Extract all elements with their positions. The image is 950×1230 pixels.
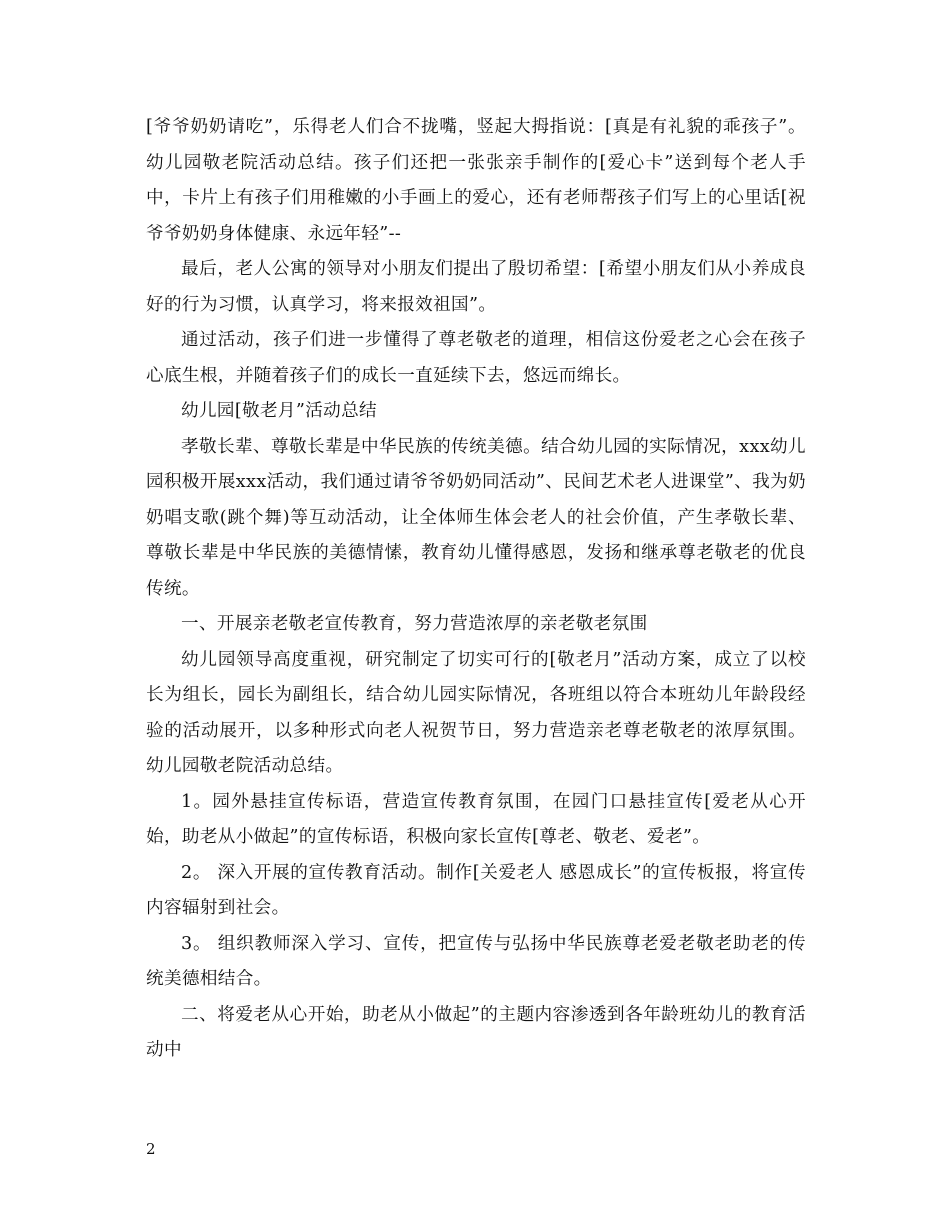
list-item: 1。园外悬挂宣传标语，营造宣传教育氛围，在园门口悬挂宣传[爱老从心开始，助老从小做起”的宣传标语，积极向家长宣传[尊老、敬老、爱老”。	[146, 791, 806, 847]
document-body	[146, 110, 806, 1069]
paragraph: [爷爷奶奶请吃”，乐得老人们合不拢嘴，竖起大拇指说：[真是有礼貌的乖孩子”。幼儿园敬老院活动总结。孩子们还把一张张亲手制作的[爱心卡”送到每个老人手中，卡片上有孩子们用稚嫩的小手画上的爱心，还有老师帮孩子们写上的心里话[祝爷爷奶奶身体健康、永远年轻”--	[146, 117, 806, 244]
section-heading: 幼儿园[敬老月”活动总结	[181, 401, 377, 421]
section-heading: 二、将爱老从心开始，助老从小做起”的主题内容渗透到各年龄班幼儿的教育活动中	[146, 1004, 806, 1060]
paragraph: 孝敬长辈、尊敬长辈是中华民族的传统美德。结合幼儿园的实际情况，xxx幼儿园积极开展xxx活动，我们通过请爷爷奶奶同活动”、民间艺术老人进课堂”、我为奶奶唱支歌(跳个舞)等互动活动，让全体师生体会老人的社会价值，产生孝敬长辈、尊敬长辈是中华民族的美德情愫，教育幼儿懂得感恩，发扬和继承尊老敬老的优良传统。	[146, 436, 806, 599]
list-item: 2。 深入开展的宣传教育活动。制作[关爱老人 感恩成长”的宣传板报，将宣传内容辐射到社会。	[146, 862, 806, 918]
paragraph: 最后，老人公寓的领导对小朋友们提出了殷切希望：[希望小朋友们从小养成良好的行为习惯，认真学习，将来报效祖国”。	[146, 259, 806, 315]
page-number: 2	[146, 1140, 156, 1158]
section-heading: 一、开展亲老敬老宣传教育，努力营造浓厚的亲老敬老氛围	[181, 614, 648, 634]
list-item: 3。 组织教师深入学习、宣传，把宣传与弘扬中华民族尊老爱老敬老助老的传统美德相结合。	[146, 933, 806, 989]
paragraph: 幼儿园领导高度重视，研究制定了切实可行的[敬老月”活动方案，成立了以校长为组长，园长为副组长，结合幼儿园实际情况，各班组以符合本班幼儿年龄段经验的活动展开，以多种形式向老人祝贺节日，努力营造亲老尊老敬老的浓厚氛围。幼儿园敬老院活动总结。	[146, 649, 806, 776]
paragraph: 通过活动，孩子们进一步懂得了尊老敬老的道理，相信这份爱老之心会在孩子心底生根，并随着孩子们的成长一直延续下去，悠远而绵长。	[146, 330, 806, 386]
